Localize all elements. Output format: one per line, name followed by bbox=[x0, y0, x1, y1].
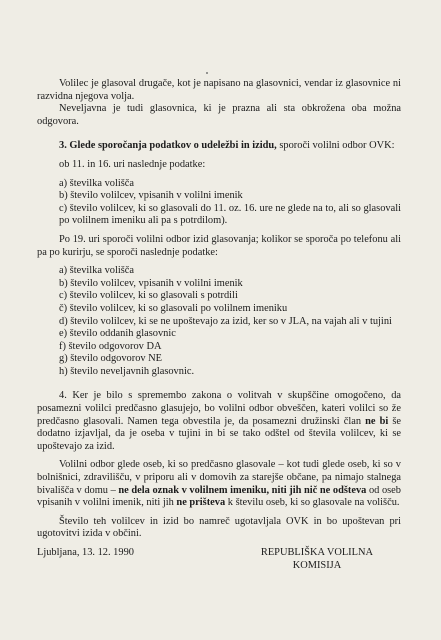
list-item: d) število volilcev, ki se ne upoštevajo za izid, ker so v JLA, na vajah ali v tujini bbox=[59, 315, 392, 327]
list-item: b) število volilcev, vpisanih v volilni imenik bbox=[59, 190, 243, 202]
special-persons-text-mid: od oseb vpisanih v volilni imenik, niti jih bbox=[37, 484, 401, 509]
section-4-text: 4. Ker je bilo s spremembo zakona o volitvah v skupščine omogočeno, da posamezni volilci predčasno glasujejo, bo volilni odbor obveščen, kateri volilci so že predčasno glasovali. Namen tega obvestila je, da posamezni družinski član bbox=[37, 390, 401, 427]
special-persons-text-end: k številu oseb, ki so glasovale na volišču. bbox=[225, 497, 400, 509]
body-text bbox=[37, 78, 401, 541]
list-item: g) število odgovorov NE bbox=[59, 353, 163, 365]
special-persons-emphasis-2: ne prišteva bbox=[173, 497, 226, 509]
list-item: a) številka volišča bbox=[59, 177, 135, 189]
signatory bbox=[261, 546, 373, 572]
paragraph-ovk-result: Število teh volilcev in izid bo namreč ugotavljala OVK in bo upoštevan pri ugotovitvi izida v občini. bbox=[37, 515, 401, 540]
section-3-rest: sporoči volilni odbor OVK: bbox=[276, 140, 395, 152]
report-times: ob 11. in 16. uri naslednje podatke: bbox=[59, 158, 206, 170]
paragraph-special-persons bbox=[37, 459, 401, 509]
list-report-19 bbox=[37, 265, 401, 378]
section-4-text-end: še dodatno izjavljal, da je oseba v tujini in bi se tako odštel od števila volilcev, ki se upoštevajo za izid. bbox=[37, 415, 401, 452]
paper-speck bbox=[206, 72, 208, 74]
paragraph-after-19: Po 19. uri sporoči volilni odbor izid glasovanja; kolikor se sporoča po telefonu ali pa po kurirju, se sporoči naslednje podatke: bbox=[37, 233, 401, 258]
list-report-11-16 bbox=[37, 178, 401, 228]
list-item: č) število volilcev, ki so glasovali po volilnem imeniku bbox=[59, 302, 288, 314]
paragraph-invalid-will: Volilec je glasoval drugače, kot je napisano na glasovnici, vendar iz glasovnice ni razvidna njegova volja. bbox=[37, 78, 401, 102]
section-3-heading: 3. Glede sporočanja podatkov o udeležbi in izidu, bbox=[59, 140, 277, 152]
list-item: c) število volilcev, ki so glasovali s potrdili bbox=[59, 290, 238, 302]
special-persons-emphasis: ne dela oznak v volilnem imeniku, niti jih nič ne odšteva bbox=[115, 484, 367, 496]
special-persons-text: Volilni odbor glede oseb, ki so predčasno glasovale – kot tudi glede oseb, ki so v bolnišnici, zdravilišču, v priporu ali v domovih za starejše občane, pa nimajo stalnega bivališča v domu – bbox=[37, 459, 401, 496]
list-item: f) število odgovorov DA bbox=[59, 340, 162, 352]
list-item: b) število volilcev, vpisanih v volilni imenik bbox=[59, 277, 243, 289]
paragraph-invalid-ballot: Neveljavna je tudi glasovnica, ki je prazna ali sta obkrožena oba možna odgovora. bbox=[37, 103, 401, 127]
signatory-line-2: KOMISIJA bbox=[292, 560, 342, 571]
section-4-paragraph bbox=[37, 390, 401, 453]
document-date: Ljubljana, 13. 12. 1990 bbox=[37, 547, 134, 558]
list-item: e) število oddanih glasovnic bbox=[59, 328, 176, 340]
section-4-emphasis: ne bi bbox=[361, 415, 389, 427]
list-item: c) število volilcev, ki so glasovali do 11. oz. 16. ure ne glede na to, ali so glasovali po volilnem imeniku ali pa s potrdilom). bbox=[59, 202, 401, 227]
signatory-line-1: REPUBLIŠKA VOLILNA bbox=[260, 547, 373, 558]
list-item: h) število neveljavnih glasovnic. bbox=[59, 365, 195, 377]
section-3-intro bbox=[37, 140, 401, 153]
list-item: a) številka volišča bbox=[59, 265, 135, 277]
